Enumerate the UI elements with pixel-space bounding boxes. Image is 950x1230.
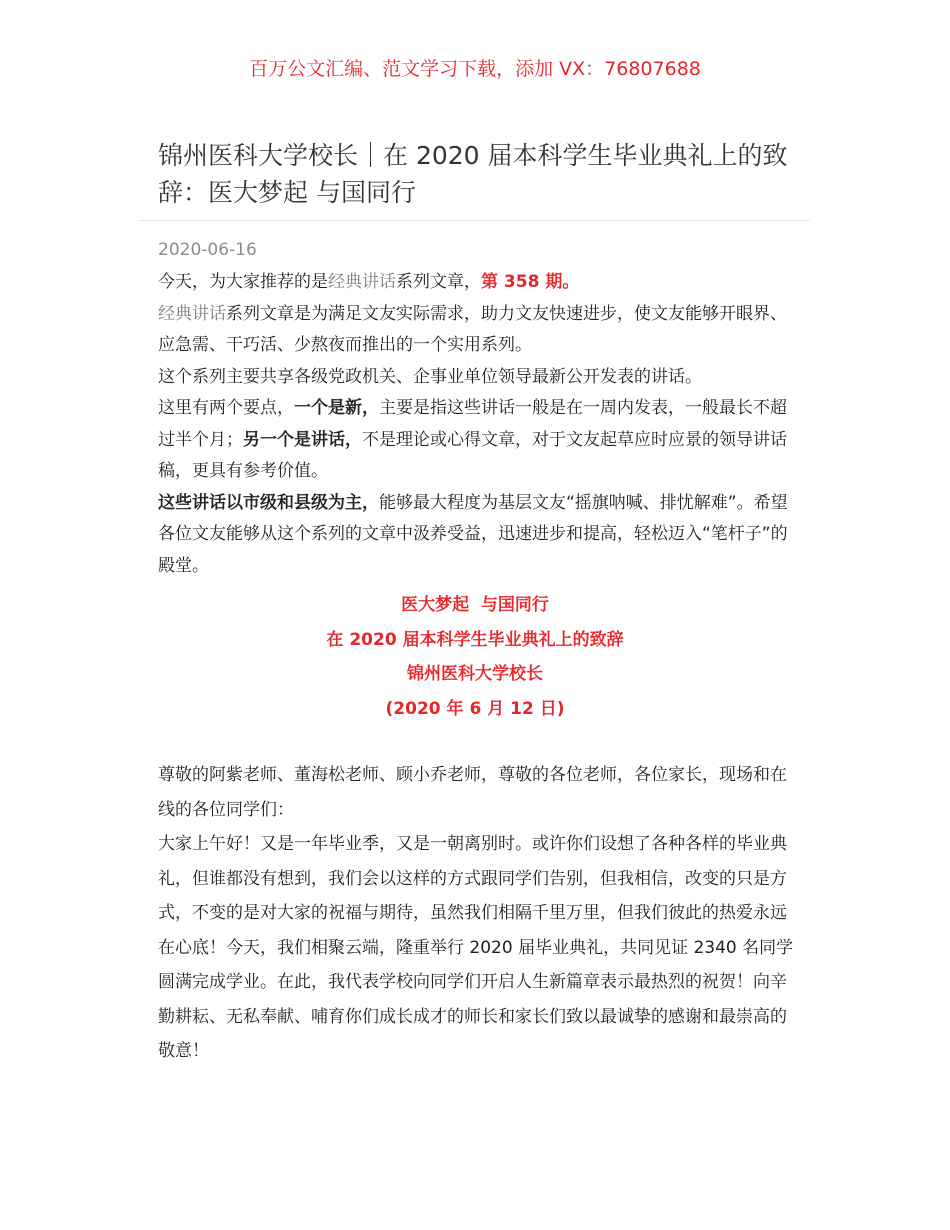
speech-body	[158, 758, 794, 1069]
speech-salutation: 尊敬的阿紫老师、董海松老师、顾小乔老师，尊敬的各位老师，各位家长，现场和在线的各位同学们：	[158, 765, 787, 820]
intro-paragraph-5	[158, 488, 794, 583]
issue-number: 第 358 期。	[481, 272, 580, 292]
intro-p2-rest: 系列文章是为满足文友实际需求，助力文友快速进步，使文友能够开眼界、应急需、干巧活、少熬夜而推出的一个实用系列。	[158, 303, 787, 355]
speech-heading	[0, 588, 950, 726]
speech-paragraph-1: 大家上午好！又是一年毕业季，又是一朝离别时。或许你们设想了各种各样的毕业典礼，但谁都没有想到，我们会以这样的方式跟同学们告别，但我相信，改变的只是方式，不变的是对大家的祝福与期待，虽然我们相隔千里万里，但我们彼此的热爱永远在心底！今天，我们相聚云端，隆重举行 2020 届毕业典礼，共同见证 2340 名同学圆满完成学业。在此，我代表学校向同学们开启人生新篇章表示最热烈的祝贺！向辛勤耕耘、无私奉献、哺育你们成长成才的师长和家长们致以最诚挚的感谢和最崇高的敬意！	[158, 834, 794, 1061]
intro-p5-a: 这些讲话以市级和县级为主，	[158, 492, 379, 513]
intro-paragraph-2	[158, 299, 794, 362]
intro-p4-e: 不是理论或心得文章，对于文友起草应时应景的领导讲话稿，更具有参考价值。	[158, 429, 787, 481]
article-title: 锦州医科大学校长｜在 2020 届本科学生毕业典礼上的致辞：医大梦起 与国同行	[158, 141, 788, 207]
promo-banner: 百万公文汇编、范文学习下载，添加 VX：76807688	[249, 58, 701, 80]
series-name: 经典讲话	[328, 272, 396, 292]
intro-paragraph-3: 这个系列主要共享各级党政机关、企事业单位领导最新公开发表的讲话。	[158, 366, 702, 387]
speaker: 锦州医科大学校长	[407, 664, 543, 684]
intro-p1-prefix: 今天，为大家推荐的是	[158, 272, 328, 292]
intro-p5-b: 能够最大程度为基层文友“摇旗呐喊、排忧解难”。希望各位文友能够从这个系列的文章中汲养受益，迅速进步和提高，轻松迈入“笔杆子”的殿堂。	[158, 492, 788, 576]
publish-date: 2020-06-16	[158, 240, 257, 260]
intro-p4-a: 这里有两个要点，	[158, 398, 294, 418]
intro-p4-c: 主要是指这些讲话一般是在一周内发表，一般最长不超过半个月；	[158, 398, 787, 450]
intro-p4-d: 另一个是讲话，	[243, 429, 362, 450]
intro-p4-b: 一个是新，	[294, 398, 379, 418]
title-divider	[140, 220, 810, 221]
speech-date: (2020 年 6 月 12 日)	[385, 698, 565, 719]
speech-subtitle: 在 2020 届本科学生毕业典礼上的致辞	[326, 629, 624, 650]
intro-paragraph-1	[158, 267, 794, 299]
series-intro	[158, 267, 794, 582]
series-name: 经典讲话	[158, 303, 226, 324]
speech-title: 医大梦起 与国同行	[401, 595, 549, 615]
intro-p1-mid: 系列文章，	[396, 272, 481, 292]
intro-paragraph-4	[158, 393, 794, 488]
